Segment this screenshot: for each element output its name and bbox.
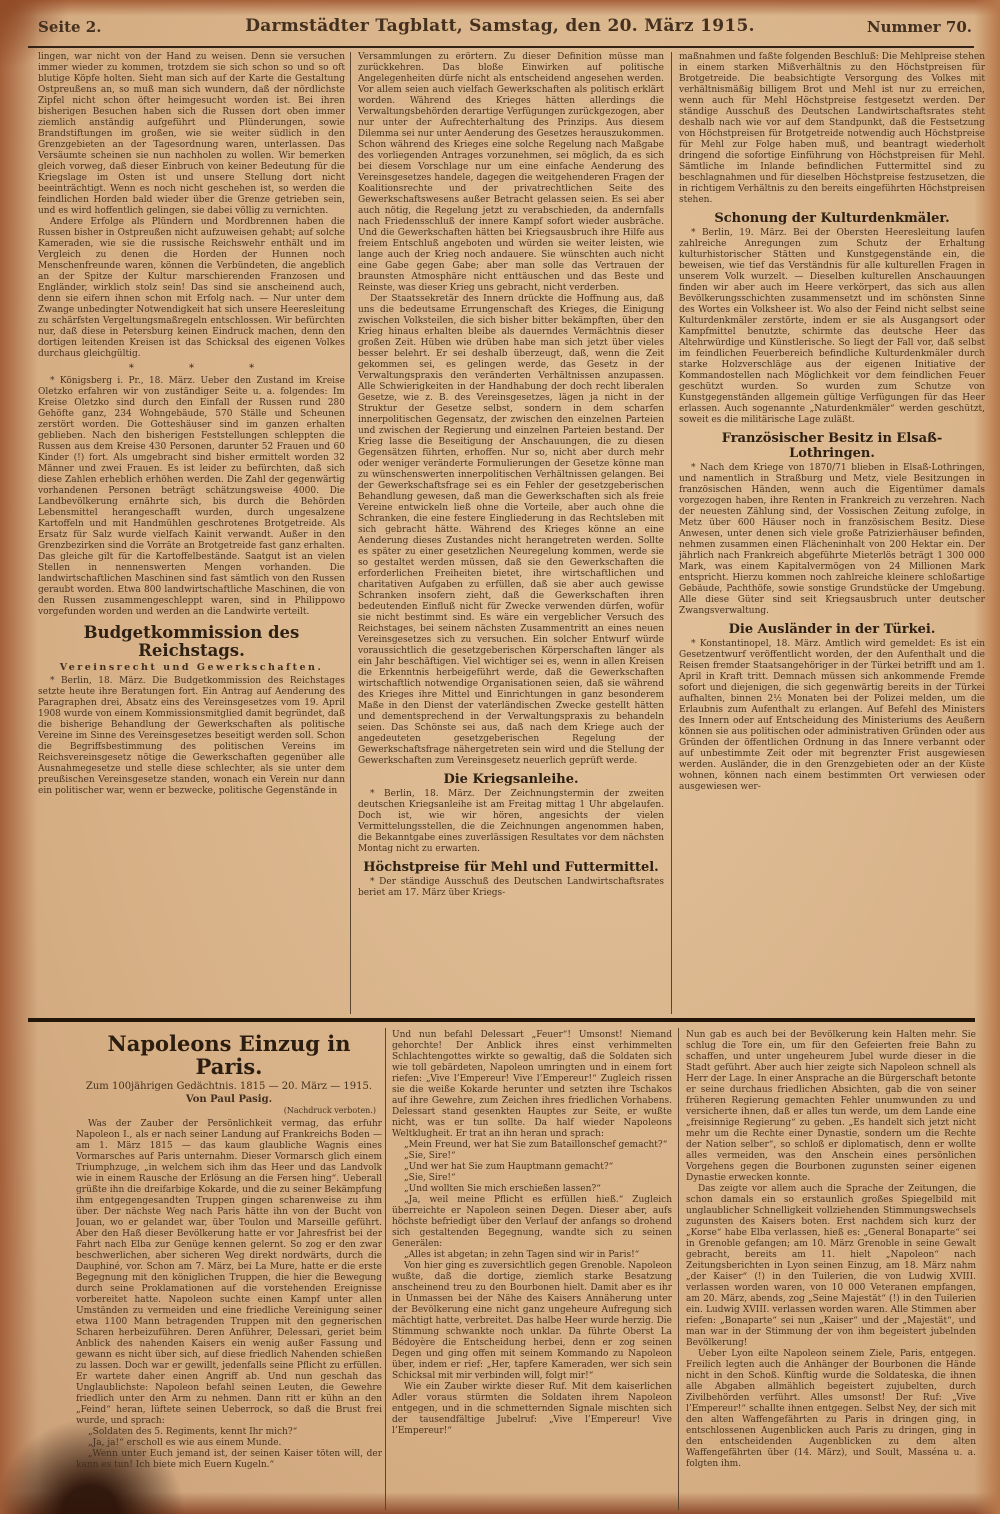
column-divider: [671, 52, 672, 1014]
paragraph: Von hier ging es zuversichtlich gegen Grenoble. Napoleon wußte, daß die dortige, ziemlich starke Besatzung anscheinend treu zu den Bourbonen hielt. Damit aber es ihr in Unmassen bei der Nähe des Kaisers Annäherung unter der Bevölkerung eine nicht ganz ungeheure Aufregung sich mächtigt hatte, verbreitet. Das halbe Heer wurde herzig. Die Stimmung schwankte noch unklar. Da führte Oberst La Bédoyère die Entscheidung herbei, denn er zog seinen Degen und ging offen mit seinem Kommando zu Napoleon über, indem er rief: „Her, tapfere Kameraden, wer sich sein Schicksal mit mir verbinden will, folgt mir!“: [392, 1261, 672, 1381]
quote-line: „Sie, Sire!“: [404, 1173, 456, 1183]
paragraph: * Der ständige Ausschuß des Deutschen Landwirtschaftsrates beriet am 17. März über Kriegs-: [358, 877, 664, 898]
paragraph: Das zeigte vor allem auch die Sprache der Zeitungen, die schon damals ein so erstaunlich großes Spiegelbild mit unglaublicher Schnelligkeit vollziehenden Stimmungswechsels zugunsten des Kaisers boten. Erst nachdem sich kurz der „Korse“ habe Elba verlassen, hieß es: „General Bonaparte“ sei in Grenoble gefangen; am 10. März Grenoble in seine Gewalt gebracht, bereits am 11. hielt „Napoleon“ nach Zeitungsberichten in Lyon seinen Einzug, am 18. März nahm „der Kaiser“ (!) in den Tuilerien, die von Ludwig XVIII. verlassen worden waren, von 10 000 Veteranen empfangen, am 20. März, abends, zog „Seine Majestät“ (!) in den Tuilerien ein. Ludwig XVIII. verlassen worden waren. Alle Stimmen aber riefen: „Bonaparte“ sei nun „Kaiser“ und der „Majestät“, und man war in der Stimmung der von ihm begeistert jubelnden Bevölkerung!: [686, 1184, 976, 1348]
article-column-2: [358, 52, 664, 1014]
quote-line: „Sie, Sire!“: [404, 1151, 456, 1161]
column-divider: [678, 1028, 679, 1510]
paragraph: Der Staatssekretär des Innern drückte die Hoffnung aus, daß uns die bedeutsame Errungenschaft des Krieges, die Einigung zwischen Volksteilen, die sich bisher bitter bekämpften, über den Krieg hinaus erhalten bleibe als dauerndes Vermächtnis dieser großen Zeit. Hüben wie drüben habe man sich jetzt über vieles besser belehrt. Er sei deshalb überzeugt, daß, wenn die Zeit gekommen sei, es gelingen werde, das Gesetz in der Verwaltungspraxis den veränderten Verhältnissen anzupassen. Alle Schwierigkeiten in der Handhabung der doch recht liberalen Gesetze, wie z. B. des Vereinsgesetzes, lägen ja nicht in der Struktur der Gesetze selbst, sondern in dem scharfen innerpolitischen Gegensatz, der zwischen den einzelnen Parteien und zwischen der Regierung und einzelnen Parteien bestand. Der Krieg lasse die Beseitigung der Anschauungen, die zu diesen Gegensätzen führten, erhoffen. Nur so, nicht aber durch mehr oder weniger veränderte Formulierungen der Gesetze könne man zu wünschenswerten innerpolitischen Verhältnissen gelangen. Bei der Gewerkschaftsfrage sei es ein Fehler der gesetzgeberischen Behandlung gewesen, daß man die Gewerkschaften sich als freie Vereine entwickeln ließ ohne die Vorteile, aber auch ohne die Schranken, die eine festere Eingliederung in das Rechtsleben mit sich gebracht hätte. Während des Krieges könne an eine Aenderung dieses Zustandes nicht herangetreten werden. Sollte es später zu einer gesetzlichen Neuregelung kommen, werde sie so gestaltet werden müssen, daß sie den Gewerkschaften die erforderlichen Freiheiten bietet, ihre wirtschaftlichen und charitativen Aufgaben zu erfüllen, daß sie aber auch gewisse Schranken insofern zieht, daß die Gewerkschaften ihren bedeutenden Einfluß nicht für Zwecke verwenden dürfen, wofür sie nicht bestimmt sind. Es wäre ein vergeblicher Versuch des Reichstages, bei seinem nächsten Zusammentritt an eines neuen Vereinsgesetzes sich zu versuchen. Ein solcher Entwurf würde voraussichtlich die gesetzgeberischen Körperschaften länger als ein Jahr beschäftigen. Viel wichtiger sei es, wenn in allen Kreisen die Erkenntnis herbeigeführt werde, daß die Gewerkschaften wirtschaftlich notwendige Organisationen seien, daß sie während des Krieges ihre Mittel und Einrichtungen in ganz besonderem Maße in den Dienst der vaterländischen Zwecke gestellt hätten und dementsprechend in der Verwaltungspraxis zu behandeln seien. Das Schönste sei aus, daß nach dem Kriege auch der angedeuteten gesetzgeberischen Regelung der Gewerkschaftsfrage nähergetreten sein wird und die Stellung der Gewerkschaften zum Vereinsgesetz neuerlich geprüft werde.: [358, 294, 664, 766]
paragraph: * Berlin, 18. März. Die Budgetkommission des Reichstages setzte heute ihre Beratungen fort. Ein Antrag auf Aenderung des Paragraphen drei, Absatz eins des Vereinsgesetzes vom 19. April 1908 wurde von einem Kommissionsmitglied damit begründet, daß die bisherige Behandlung der Gewerkschaften als politische Vereine im Sinne des Vereinsgesetzes beseitigt werden soll. Schon die Begriffsbestimmung des politischen Vereins im Reichsvereinsgesetz nötige die Gewerkschaften gegenüber alle Ausnahmegesetze und stelle diese schlechter, als sie unter dem preußischen Vereinsgesetze standen, wonach ein Verein nur dann ein politischer war, wenn er bezwecke, politische Gegenstände in: [38, 676, 345, 796]
section-separator: * * *: [128, 363, 281, 374]
column-divider: [350, 52, 351, 1014]
feuilleton-byline: Von Paul Pasig.: [185, 1094, 273, 1105]
paragraph: Andere Erfolge als Plündern und Mordbrennen haben die Russen bisher in Ostpreußen nicht aufzuweisen gehabt; auf solche Kameraden, wie sie die russische Reichswehr enthält und im Vergleich zu denen die Horden der Hunnen noch Menschenfreunde waren, können die Verbündeten, die angeblich an der Spitze der Kultur marschierenden Franzosen und Engländer, wirklich stolz sein! Das sind sie anscheinend auch, denn sie eifern ihnen schon mit Erfolg nach. — Nur unter dem Zwange unbedingter Notwendigkeit hat sich unsere Heeresleitung zu schärfsten Vergeltungsmaßregeln entschlossen. Wir befürchten nur, daß diese in Petersburg keinen Eindruck machen, denn den dortigen leitenden Kreisen ist das Schicksal des eigenen Volkes durchaus gleichgültig.: [38, 217, 345, 359]
article-column-3: [679, 52, 985, 1014]
feuilleton-column-3: [686, 1030, 976, 1508]
article-subhead: Vereinsrecht und Gewerkschaften.: [59, 662, 324, 673]
feuilleton-divider-rule: [28, 1018, 975, 1022]
article-headline: Schonung der Kulturdenkmäler.: [714, 211, 950, 226]
article-headline: Die Ausländer in der Türkei.: [728, 622, 936, 637]
quote-line: „Wenn unter Euch jemand ist, der seinen Kaiser töten will, der kann es tun! Ich biete mich Euern Kugeln.“: [76, 1449, 382, 1470]
paragraph: * Berlin, 19. März. Bei der Obersten Heeresleitung laufen zahlreiche Anregungen zum Schutz der Erhaltung kulturhistorischer Stätten und Kunstgegenstände ein, die beweisen, wie tief das Verständnis für alle kulturellen Fragen in unserem Volk wurzelt. — Dieselben kulturellen Anschauungen finden wir aber auch im Heere verkörpert, das sich aus allen Bevölkerungsschichten zusammensetzt und im schönsten Sinne des Wortes ein Volksheer ist. Wo also der Feind nicht selbst seine Kulturdenkmäler zerstörte, indem er sie als Ausgangsort oder Kampfmittel benutzte, schirmte das deutsche Heer das Altehrwürdige und Künstlerische. So liegt der Fall vor, daß selbst im feindlichen Feuerbereich befindliche Kulturdenkmäler durch starke Holzverschläge aus der eigenen Initiative der Kommandostellen nach Möglichkeit vor dem feindlichen Feuer geschützt wurden. So wurden zum Schutze von Kunstgegenständen allgemein gültige Verfügungen für das Heer erlassen. Auch sogenannte „Naturdenkmäler“ werden geschützt, soweit es die militärische Lage zuläßt.: [679, 228, 985, 425]
paragraph: Versammlungen zu erörtern. Zu dieser Definition müsse man zurückkehren. Das bloße Einwirken auf politische Angelegenheiten dürfe nicht als entscheidend angesehen werden. Vor allem seien auch vielfach Gewerkschaften als politisch erklärt worden. Während des Krieges hätten allerdings die Verwaltungsbehörden derartige Verfügungen zurückgezogen, aber nur unter der Aufrechterhaltung des Prinzips. Aus diesem Dilemma sei nur unter Aenderung des Gesetzes herauszukommen. Schon während des Krieges eine solche Regelung nach Maßgabe des vorliegenden Antrages vorzunehmen, sei möglich, da es sich bei diesem Vorschlage nur um eine einfache Aenderung des Vereinsgesetzes handele, dagegen die weitgehenderen Fragen der Koalitionsrechte und der privatrechtlichen Seite des Gewerkschaftswesens außer Betracht gelassen seien. Es sei aber auch nötig, die Regelung jetzt zu verabschieden, da andernfalls nach Friedensschluß der innere Kampf sofort wieder ausbräche. Und die Gewerkschaften hätten bei Kriegsausbruch ihre Hilfe aus freiem Entschluß angeboten und würden sie weiter leisten, wie lange auch der Krieg noch andauere. Sie wünschten auch nicht eine Gabe gegen Gabe; aber man solle das Vertrauen der braunsten Atmosphäre nicht enttäuschen und das Beste und Reinste, was dieser Krieg uns gebracht, nicht verderben.: [358, 52, 664, 293]
column-divider: [385, 1028, 386, 1510]
reprint-notice: (Nachdruck verboten.): [283, 1106, 376, 1115]
quote-line: „Ja, weil meine Pflicht es erfüllen hieß.“ Zugleich überreichte er Napoleon seinen Degen. Dieser aber, aufs höchste befriedigt über den Verlauf der anfangs so drohend sich gestaltenden Begegnung, wandte sich zu seinen Generälen:: [392, 1195, 672, 1249]
feuilleton-column-1: [76, 1030, 382, 1508]
feuilleton-column-2: [392, 1030, 672, 1508]
paragraph: Was der Zauber der Persönlichkeit vermag, das erfuhr Napoleon I., als er nach seiner Landung auf Frankreichs Boden — am 1. März 1815 — das kaum glaubliche Wagnis eines Vormarsches auf Paris unternahm. Dieser Vormarsch glich einem Triumphzuge, „in welchem sich ihm das Heer und das Landvolk wie in einem Rausche der Erlösung an die Fersen hing“. Ueberall grüßte ihn die dreifarbige Kokarde, und die zu seiner Bekämpfung ihm entgegengesandten Truppen gingen scharenweise zu ihm über. Der nächste Weg nach Paris hätte ihn von der Bucht von Jouan, wo er gelandet war, über Toulon und Marseille geführt. Aber den Haß dieser Bevölkerung hatte er vor Jahresfrist bei der Fahrt nach Elba zur Genüge kennen gelernt. So zog er den zwar beschwerlichen, aber sicheren Weg direkt nordwärts, durch die Dauphiné, vor. Schon am 7. März, bei La Mure, hatte er die erste Begegnung mit den königlichen Truppen, die hier die Bewegung durch seine Proklamationen auf die vorstehenden Ereignisse vorbereitet hatte. Napoleon suchte einen Kampf unter allen Umständen zu vermeiden und eine friedliche Vereinigung seiner etwa 1100 Mann betragenden Truppen mit den gegnerischen Scharen herbeizuführen. Deren Anführer, Delessari, geriet beim Anblick des nahenden Kaisers ein wenig außer Fassung und gewann es nicht über sich, auf diese friedlich Nahenden schießen zu lassen. Doch war er gewillt, jedenfalls seine Pflicht zu erfüllen. Er wartete daher einen Angriff ab. Und nun geschah das Unglaublichste: Napoleon befahl seinen Leuten, die Gewehre friedlich unter den Arm zu nehmen. Dann ritt er kühn an den „Feind“ heran, lüftete seinen Ueberrock, so daß die Brust frei wurde, und sprach:: [76, 1119, 382, 1426]
article-headline: Die Kriegsanleihe.: [443, 772, 579, 787]
quote-line: „Alles ist abgetan; in zehn Tagen sind wir in Paris!“: [404, 1250, 640, 1260]
article-headline: Höchstpreise für Mehl und Futtermittel.: [363, 860, 659, 875]
feuilleton-subtitle: Zum 100jährigen Gedächtnis. 1815 — 20. März — 1915.: [85, 1081, 373, 1092]
issue-number-label: Nummer 70.: [866, 18, 972, 36]
article-headline: Französischer Besitz in Elsaß-Lothringen.: [721, 431, 943, 461]
quote-line: „Und wer hat Sie zum Hauptmann gemacht?“: [404, 1162, 614, 1172]
paragraph: * Konstantinopel, 18. März. Amtlich wird gemeldet: Es ist ein Gesetzentwurf veröffentlicht worden, der den Aufenthalt und die Reisen fremder Staatsangehöriger in der Türkei betrifft und am 1. April in Kraft tritt. Demnach müssen sich ankommende Fremde sofort und diejenigen, die sich gegenwärtig bereits in der Türkei aufhalten, binnen 2½ Monaten bei der Polizei melden, um die Erlaubnis zum Aufenthalt zu erlangen. Auf Befehl des Ministers des Innern oder auf Entscheidung des Ministeriums des Aeußern können sie aus politischen oder administrativen Gründen oder aus Gründen der öffentlichen Ordnung in das Innere verbannt oder auf unbestimmte Zeit oder mit begrenzter Frist ausgewiesen werden. Ausländer, die in den Grenzgebieten oder an der Küste wohnen, können nach einem bestimmten Ort verwiesen oder ausgewiesen wer-: [679, 639, 985, 792]
quote-line: „Mein Freund, wer hat Sie zum Bataillonschef gemacht?“: [404, 1140, 668, 1150]
paragraph: Wie ein Zauber wirkte dieser Ruf. Mit dem kaiserlichen Adler voraus stürmten die Soldaten ihrem Napoleon entgegen, und in die schmetternden Signale mischten sich der tausendfältige Jubelruf: „Vive l’Empereur! Vive l’Empereur!“: [392, 1382, 672, 1436]
quote-line: „Und wollten Sie mich erschießen lassen?“: [404, 1184, 601, 1194]
newspaper-title: Darmstädter Tagblatt, Samstag, den 20. März 1915.: [245, 16, 755, 36]
paragraph: * Berlin, 18. März. Der Zeichnungstermin der zweiten deutschen Kriegsanleihe ist am Freitag mittag 1 Uhr abgelaufen. Doch ist, wie wir hören, angesichts der vielen Vermittelungsstellen, die die Zeichnungen angenommen haben, die Bekanntgabe eines zuverlässigen Resultates vor dem nächsten Montag nicht zu erwarten.: [358, 789, 664, 854]
paragraph: * Königsberg i. Pr., 18. März. Ueber den Zustand im Kreise Oletzko erfahren wir von zuständiger Seite u. a. folgendes: Im Kreise Oletzko sind durch den Einfall der Russen rund 280 Gehöfte ganz, 234 Wohngebäude, 570 Ställe und Scheunen zerstört worden. Die Gotteshäuser sind im ganzen erhalten geblieben. Nach den bisherigen Feststellungen schleppten die Russen aus dem Kreise 430 Personen, darunter 52 Frauen und 60 Kinder (!) fort. Als umgebracht sind bisher ermittelt worden 32 Männer und zwei Frauen. Es ist leider zu befürchten, daß sich diese Zahlen erheblich erhöhen werden. Die Zahl der gegenwärtig vorhandenen Personen beträgt schätzungsweise 4000. Die Landbevölkerung ernährte sich, bis durch die Behörden Lebensmittel herangeschafft wurden, durch ungesalzene Kartoffeln und mit Handmühlen geschrotenes Brotgetreide. Als Ersatz für Salz wurde vielfach Kainit verwandt. Außer in den Grenzbezirken sind die Vorräte an Brotgetreide fast ganz erhalten. Das gleiche gilt für die Kartoffelbestände. Saatgut ist an vielen Stellen in nennenswerten Mengen vorhanden. Die landwirtschaftlichen Maschinen sind fast sämtlich von den Russen geraubt worden. Etwa 800 landwirtschaftliche Maschinen, die von den Russen zusammengeschleppt waren, sind in Philippowo vorgefunden worden und werden an die Landwirte verteilt.: [38, 376, 345, 617]
paragraph: Nun gab es auch bei der Bevölkerung kein Halten mehr. Sie schlug die Tore ein, um für den Gefeierten freie Bahn zu schaffen, und unter ungeheurem Jubel wurde dieser in die Stadt geführt. Aber auch hier zeigte sich Napoleon schnell als Herr der Lage. In einer Ansprache an die Bürgerschaft betonte er seine durchaus friedlichen Absichten, gab die von seiner früheren Regierung gemachten Fehler unumwunden zu und versicherte ihnen, daß er alles tun werde, um dem Lande eine „freisinnige Regierung“ zu geben. „Es handelt sich jetzt nicht mehr um die Rechte einer Dynastie, sondern um die Rechte der Nation selber“, so schloß er diplomatisch, denn er wollte alles vermeiden, was den Anschein eines persönlichen Vorgehens gegen die Bourbonen zugunsten seiner eigenen Dynastie erwecken konnte.: [686, 1030, 976, 1183]
paragraph: maßnahmen und faßte folgenden Beschluß: Die Mehlpreise stehen in einem starken Mißverhältnis zu den Höchstpreisen für Brotgetreide. Die beabsichtigte Versorgung des Volkes mit verhältnismäßig billigem Brot und Mehl ist nur zu erreichen, wenn auch für Mehl Höchstpreise festgesetzt werden. Der ständige Ausschuß des Deutschen Landwirtschaftsrates steht deshalb nach wie vor auf dem Standpunkt, daß die Festsetzung von Höchstpreisen für Brotgetreide notwendig auch Höchstpreise für Mehl zur Folge haben muß, und beantragt wiederholt dringend die sofortige Einführung von Höchstpreisen für Mehl. Sämtliche im Inlande befindlichen Futtermittel sind zu beschlagnahmen und für dieselben Höchstpreise festzusetzen, die in richtigem Verhältnis zu den bereits eingeführten Höchstpreisen stehen.: [679, 52, 985, 205]
paragraph: Ueber Lyon eilte Napoleon seinem Ziele, Paris, entgegen. Freilich legten auch die Anhänger der Bourbonen die Hände nicht in den Schoß. Künftig wurde die Soldateska, die ihnen alle Abgaben allmählich begeistert zujubelten, durch Zivilbehörden verführt. Alles umsonst! Der Ruf: „Vive l’Empereur!“ schallte ihnen entgegen. Selbst Ney, der sich mit den alten Waffengefährten zu Paris in dringen ging, in entschlossenen Augenblicken auch Paris zu dringen, ging in den entscheidenden Augenblicken zu dem alten Waffengefährten über (14. März), und Soult, Masséna u. a. folgten ihm.: [686, 1349, 976, 1469]
feuilleton-headline: Napoleons Einzug in Paris.: [107, 1031, 351, 1079]
page-number-label: Seite 2.: [38, 18, 102, 36]
masthead: [0, 16, 1000, 42]
article-column-1: [38, 52, 345, 1014]
masthead-rule: [28, 46, 974, 48]
article-headline: Budgetkommission des Reichstags.: [83, 623, 300, 660]
paragraph: * Nach dem Kriege von 1870/71 blieben in Elsaß-Lothringen, und namentlich in Straßburg und Metz, viele Besitzungen in französischen Händen, wenn auch die Eigentümer damals vorgezogen haben, ihre Renten in Frankreich zu verzehren. Nach der neuesten Zählung sind, der Vossischen Zeitung zufolge, in Metz über 600 Häuser noch in französischem Besitz. Diese Anwesen, unter denen sich viele große Patrizierhäuser befinden, nehmen zusammen einen Flächeninhalt von 200 Hektar ein. Der jährlich nach Frankreich abgeführte Mieterlös beträgt 1 300 000 Mark, was einem Kapitalvermögen von 24 Millionen Mark entspricht. Hierzu kommen noch zahlreiche kleinere schloßartige Gebäude, Pachthöfe, sowie sonstige Grundstücke der Umgebung. Alle diese Güter sind seit Kriegsausbruch unter deutscher Zwangsverwaltung.: [679, 463, 985, 616]
quote-line: „Soldaten des 5. Regiments, kennt Ihr mich?“: [88, 1427, 298, 1437]
paragraph: lingen, war nicht von der Hand zu weisen. Denn sie versuchen immer wieder zu kommen, trotzdem sie sich schon so und so oft blutige Köpfe holten. Sieht man sich auf der Karte die Gestaltung Ostpreußens an, so muß man sich wundern, daß der nördlichste Zipfel nicht schon öfter heimgesucht worden ist. Bei ihren bisherigen Besuchen haben sich die Russen dort oben immer ziemlich anständig aufgeführt und Plünderungen, sowie Brandstiftungen im großen, wie sie weiter südlich in den Grenzgebieten an der Tagesordnung waren, unterlassen. Das Versäumte scheinen sie nun nachholen zu wollen. Wir bemerken gleich vorweg, daß dieser Einbruch von keiner Bedeutung für die Kriegslage im Osten ist und unsere Stellung dort nicht beeinträchtigt. Wenn es noch nicht geschehen ist, so werden die feindlichen Horden bald wieder über die Grenze getrieben sein, und es wird hoffentlich gelingen, sie dabei völlig zu vernichten.: [38, 52, 345, 216]
quote-line: „Ja, ja!“ erscholl es wie aus einem Munde.: [88, 1438, 282, 1448]
paragraph: Und nun befahl Delessart „Feuer“! Umsonst! Niemand gehorchte! Der Anblick ihres einst verhimmelten Schlachtengottes wirkte so gewaltig, daß die Soldaten sich wie toll gebärdeten, Napoleon umringten und in einem fort riefen: „Vive l’Empereur! Vive l’Empereur!“ Zugleich rissen sie die weiße Kokarde herunter und setzten ihre Tschakos auf ihre Gewehre, zum Zeichen ihres friedlichen Vorhabens. Delessart stand gesenkten Hauptes zur Seite, er wußte nicht, was er tun sollte. Da half wieder Napoleons Weltklugheit. Er trat an ihn heran und sprach:: [392, 1030, 672, 1139]
